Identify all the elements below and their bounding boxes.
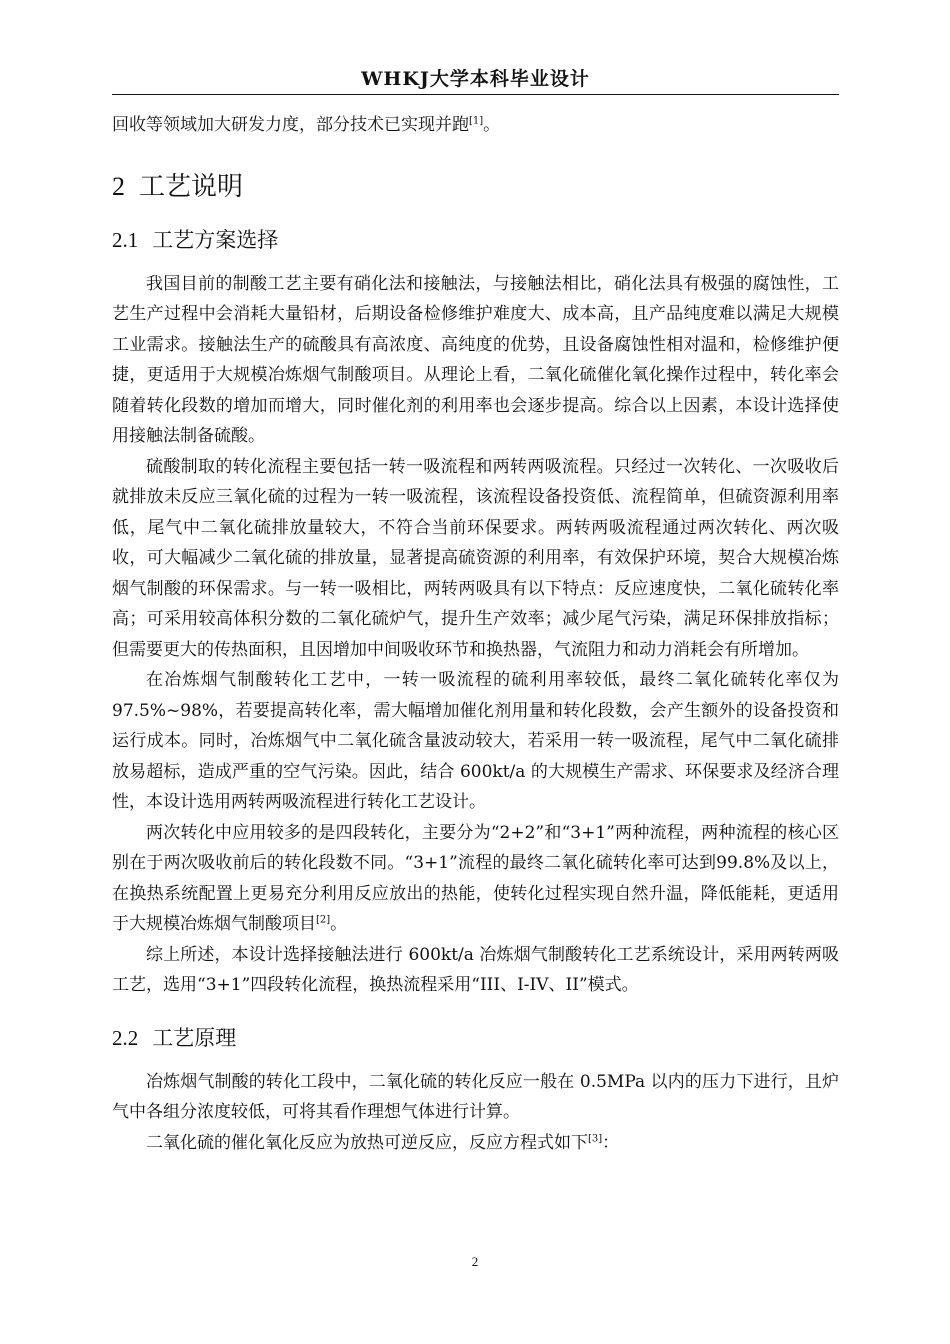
section-heading-2: [112, 167, 839, 207]
running-header: WHKJ大学本科毕业设计: [361, 68, 590, 90]
subsection-title: 工艺原理: [152, 1025, 237, 1050]
paragraph: 我国目前的制酸工艺主要有硝化法和接触法，与接触法相比，硝化法具有极强的腐蚀性，工艺生产过程中会消耗大量铅材，后期设备检修维护难度大、成本高，且产品纯度难以满足大规模工业需求。接触法生产的硫酸具有高浓度、高纯度的优势，且设备腐蚀性相对温和，检修维护便捷，更适用于大规模冶炼烟气制酸项目。从理论上看，二氧化硫催化氧化操作过程中，转化率会随着转化段数的增加而增大，同时催化剂的利用率也会逐步提高。综合以上因素，本设计选择使用接触法制备硫酸。: [112, 273, 839, 446]
subsection-heading-2-2: [112, 1021, 839, 1055]
section-title: 工艺说明: [139, 171, 244, 202]
paragraph-text: 二氧化硫的催化氧化反应为放热可逆反应，反应方程式如下: [146, 1132, 588, 1153]
paragraph-text: 两次转化中应用较多的是四段转化，主要分为“2+2”和“3+1”两种流程，两种流程的核心区别在于两次吸收前后的转化段数不同。“3+1”流程的最终二氧化硫转化率可达到99.8%及以上，在换热系统配置上更易充分利用反应放出的热能，使转化过程实现自然升温，降低能耗，更适用于大规模冶炼烟气制酸项目: [112, 822, 839, 934]
paragraph-tail: 。: [483, 115, 501, 135]
page-number: 2: [471, 1254, 479, 1269]
page-body: [112, 110, 839, 1158]
continued-paragraph: [112, 110, 839, 141]
subsection-number: 2.1: [112, 227, 139, 252]
section-number: 2: [112, 171, 125, 201]
paragraph: [112, 1128, 839, 1159]
paragraph: 在冶炼烟气制酸转化工艺中，一转一吸流程的硫利用率较低，最终二氧化硫转化率仅为97.5%~98%，若要提高转化率，需大幅增加催化剂用量和转化段数，会产生额外的设备投资和运行成本。同时，冶炼烟气中二氧化硫含量波动较大，若采用一转一吸流程，尾气中二氧化硫排放易超标，造成严重的空气污染。因此，结合 600kt/a 的大规模生产需求、环保要求及经济合理性，本设计选用两转两吸流程进行转化工艺设计。: [112, 670, 839, 812]
header-rule: [112, 94, 839, 95]
citation-ref: [2]: [316, 914, 331, 926]
paragraph: 综上所述，本设计选择接触法进行 600kt/a 冶炼烟气制酸转化工艺系统设计，采用两转两吸工艺，选用“3+1”四段转化流程，换热流程采用“III、I-IV、II”模式。: [112, 944, 839, 995]
subsection-heading-2-1: [112, 223, 839, 257]
subsection-number: 2.2: [112, 1025, 139, 1050]
subsection-title: 工艺方案选择: [152, 227, 279, 252]
paragraph: 冶炼烟气制酸的转化工段中，二氧化硫的转化反应一般在 0.5MPa 以内的压力下进行，且炉气中各组分浓度较低，可将其看作理想气体进行计算。: [112, 1071, 839, 1122]
citation-ref: [1]: [469, 115, 484, 127]
paragraph: 硫酸制取的转化流程主要包括一转一吸流程和两转两吸流程。只经过一次转化、一次吸收后就排放未反应三氧化硫的过程为一转一吸流程，该流程设备投资低、流程简单，但硫资源利用率低，尾气中二氧化硫排放量较大，不符合当前环保要求。两转两吸流程通过两次转化、两次吸收，可大幅减少二氧化硫的排放量，显著提高硫资源的利用率，有效保护环境，契合大规模冶炼烟气制酸的环保需求。与一转一吸相比，两转两吸具有以下特点：反应速度快，二氧化硫转化率高；可采用较高体积分数的二氧化硫炉气，提升生产效率；减少尾气污染，满足环保排放指标；但需要更大的传热面积，且因增加中间吸收环节和换热器，气流阻力和动力消耗会有所增加。: [112, 456, 839, 660]
citation-ref: [3]: [588, 1132, 603, 1144]
paragraph: [112, 818, 839, 940]
paragraph-tail: ：: [602, 1132, 620, 1153]
paragraph-tail: 。: [330, 914, 348, 934]
paragraph-text: 回收等领域加大研发力度，部分技术已实现并跑: [112, 115, 469, 135]
